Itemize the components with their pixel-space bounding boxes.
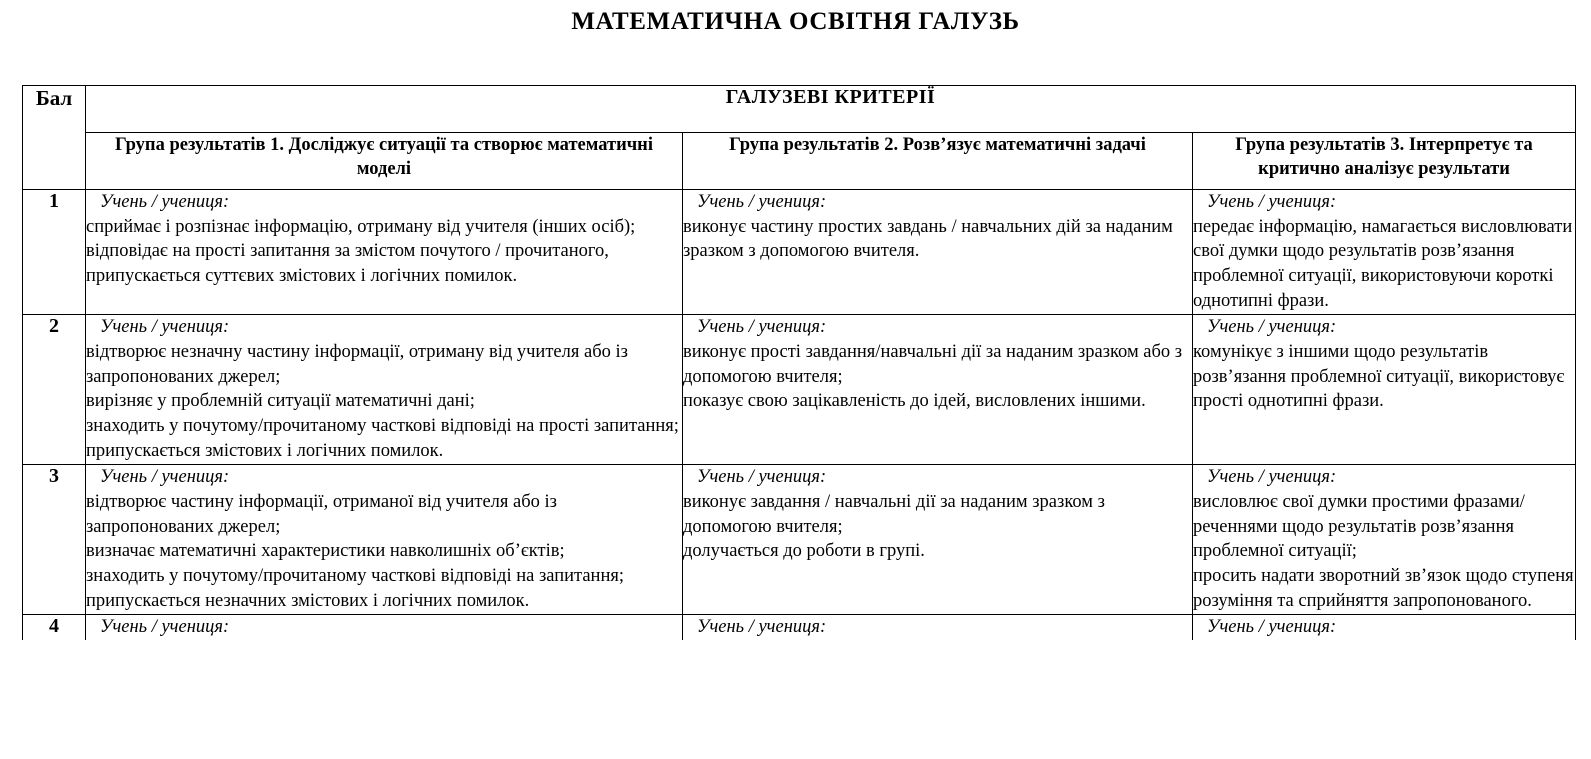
criteria-list: [1193, 215, 1575, 315]
table-row: [23, 190, 1576, 315]
criteria-line: передає інформацію, намагається висловлювати свої думки щодо результатів розв’язання проблемної ситуації, використовуючи короткі однотипні фрази.: [1193, 216, 1573, 312]
criteria-line: висловлює свої думки простими фразами/реченнями щодо результатів розв’язання проблемної ситуації;: [1193, 491, 1525, 562]
table-body: [23, 190, 1576, 640]
criteria-line: долучається до роботи в групі.: [683, 541, 925, 562]
criteria-line: відтворює частину інформації, отриманої від учителя або із запропонованих джерел;: [86, 491, 557, 537]
criteria-line: припускається незначних змістових і логічних помилок.: [86, 591, 530, 612]
column-header-group-2: Група результатів 2. Розв’язує математичні задачі: [683, 133, 1193, 190]
score-cell: 4: [23, 615, 86, 640]
criteria-line: визначає математичні характеристики навколишніх об’єктів;: [86, 541, 565, 562]
score-cell: 2: [23, 315, 86, 465]
criteria-line: виконує прості завдання/навчальні дії за наданим зразком або з допомогою вчителя;: [683, 341, 1183, 387]
criteria-list: [86, 490, 682, 614]
criteria-line: припускається змістових і логічних помилок.: [86, 441, 444, 462]
assessment-criteria-table: [22, 85, 1576, 640]
student-lead-label: Учень / учениця:: [697, 317, 827, 338]
student-lead-label: Учень / учениця:: [100, 317, 230, 338]
criteria-list: [86, 215, 682, 290]
criteria-cell-group-3: [1193, 190, 1576, 315]
criteria-cell-group-2: [683, 315, 1193, 465]
criteria-line: знаходить у почутому/прочитаному часткові відповіді на запитання;: [86, 566, 624, 587]
criteria-cell-group-1: [86, 465, 683, 615]
criteria-cell-group-3: [1193, 615, 1576, 640]
table-row: [23, 465, 1576, 615]
criteria-line: просить надати зворотний зв’язок щодо ступеня розуміння та сприйняття запропонованого.: [1193, 566, 1574, 612]
column-header-group-1: Група результатів 1. Досліджує ситуації та створює математичні моделі: [86, 133, 683, 190]
student-lead-label: Учень / учениця:: [1207, 467, 1337, 488]
criteria-line: відтворює незначну частину інформації, отриману від учителя або із запропонованих джерел;: [86, 341, 628, 387]
table-header: [23, 86, 1576, 190]
table-row: [23, 315, 1576, 465]
criteria-cell-group-1: [86, 190, 683, 315]
page-title: МАТЕМАТИЧНА ОСВІТНЯ ГАЛУЗЬ: [571, 8, 1020, 35]
student-lead-label: Учень / учениця:: [697, 467, 827, 488]
student-lead-label: Учень / учениця:: [1207, 617, 1337, 638]
column-header-domain-criteria: ГАЛУЗЕВІ КРИТЕРІЇ: [86, 86, 1576, 133]
criteria-list: [683, 215, 1192, 265]
student-lead-label: Учень / учениця:: [697, 617, 827, 638]
criteria-cell-group-3: [1193, 465, 1576, 615]
student-lead-label: Учень / учениця:: [100, 467, 230, 488]
column-header-score: Бал: [23, 86, 86, 190]
criteria-list: [1193, 340, 1575, 415]
criteria-line: сприймає і розпізнає інформацію, отриману від учителя (інших осіб);: [86, 216, 636, 237]
header-row-domain: [23, 86, 1576, 133]
student-lead-label: Учень / учениця:: [100, 192, 230, 212]
criteria-line: вирізняє у проблемній ситуації математичні дані;: [86, 391, 475, 412]
criteria-list: [683, 340, 1192, 415]
criteria-line: виконує завдання / навчальні дії за наданим зразком з допомогою вчителя;: [683, 491, 1105, 537]
criteria-cell-group-2: [683, 190, 1193, 315]
score-cell: 1: [23, 190, 86, 315]
criteria-line: знаходить у почутому/прочитаному часткові відповіді на прості запитання;: [86, 416, 679, 437]
criteria-cell-group-1: [86, 315, 683, 465]
student-lead-label: Учень / учениця:: [1207, 317, 1337, 338]
criteria-cell-group-2: [683, 615, 1193, 640]
criteria-line: відповідає на прості запитання за змістом почутого / прочитаного, припускається суттєвих змістових і логічних помилок.: [86, 241, 609, 287]
criteria-list: [1193, 490, 1575, 614]
criteria-cell-group-2: [683, 465, 1193, 615]
column-header-group-3: Група результатів 3. Інтерпретує та критично аналізує результати: [1193, 133, 1576, 190]
criteria-cell-group-1: [86, 615, 683, 640]
score-cell: 3: [23, 465, 86, 615]
criteria-line: виконує частину простих завдань / навчальних дій за наданим зразком з допомогою вчителя.: [683, 216, 1173, 262]
criteria-cell-group-3: [1193, 315, 1576, 465]
criteria-line: показує свою зацікавленість до ідей, висловлених іншими.: [683, 391, 1146, 412]
criteria-list: [683, 490, 1192, 565]
student-lead-label: Учень / учениця:: [1207, 192, 1337, 212]
table-row: [23, 615, 1576, 640]
student-lead-label: Учень / учениця:: [100, 617, 230, 638]
student-lead-label: Учень / учениця:: [697, 192, 827, 212]
criteria-line: комунікує з іншими щодо результатів розв’язання проблемної ситуації, використовує прості однотипні фрази.: [1193, 341, 1565, 412]
criteria-list: [86, 340, 682, 464]
header-row-groups: [23, 133, 1576, 190]
